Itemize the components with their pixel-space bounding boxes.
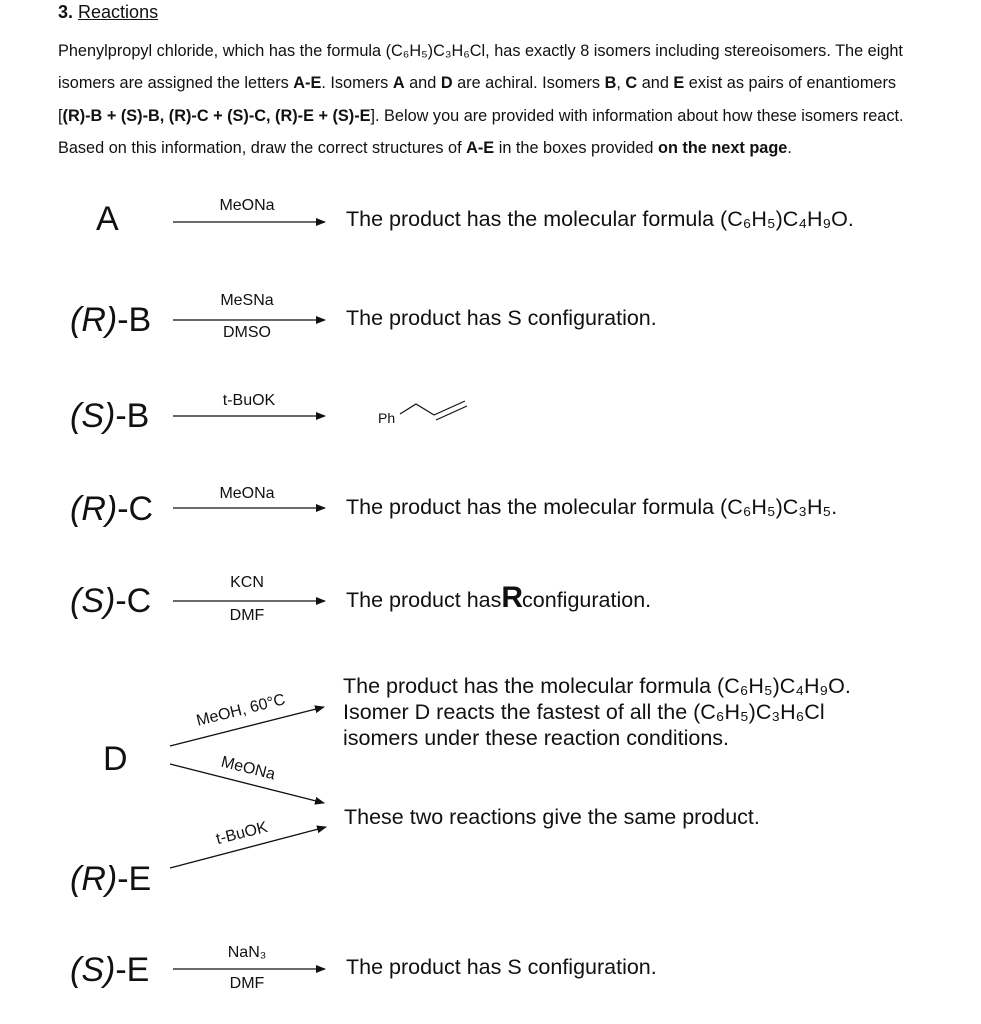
allylbenzene-double-bond: [436, 406, 467, 420]
product-rc: The product has the molecular formula (C₆H₅)C₃H₅.: [346, 495, 838, 519]
label-a: A: [96, 200, 119, 238]
intro-bold: A-E: [466, 138, 495, 157]
label-prefix: (R): [70, 490, 118, 528]
product-rb: The product has S configuration.: [346, 306, 657, 330]
section-number: 3.: [58, 2, 74, 22]
label-r-b: [70, 303, 151, 337]
intro-text: .: [787, 138, 792, 157]
reagent-e-up: t-BuOK: [214, 818, 270, 849]
intro-bold: E: [673, 74, 685, 93]
reagent-sc-top: KCN: [230, 574, 264, 591]
label-prefix: (S): [70, 397, 116, 435]
label-letter: -E: [115, 951, 150, 989]
allylbenzene-skeleton: [400, 401, 465, 415]
label-s-c: [70, 584, 151, 618]
intro-text: . Isomers: [321, 74, 393, 93]
label-d: D: [103, 740, 128, 778]
intro-text: ,: [616, 74, 626, 93]
label-prefix: (S): [70, 951, 116, 989]
reagent-d-down: MeONa: [219, 753, 277, 784]
label-letter: -C: [115, 582, 152, 620]
product-same: These two reactions give the same product.: [344, 805, 760, 829]
intro-bold: (R)-B + (S)-B, (R)-C + (S)-C, (R)-E + (S)-E: [62, 106, 371, 125]
label-s-b: [70, 399, 149, 433]
label-r-c: [70, 492, 153, 526]
reagent-d-up: MeOH, 60°C: [194, 691, 288, 730]
reagent-a: MeONa: [219, 197, 275, 214]
intro-bold: A-E: [293, 74, 322, 93]
intro-text: ]. Below you are provided with information about how these isomers react. Based on this information, draw the correct structures of: [58, 106, 904, 157]
reagent-sb: t-BuOK: [222, 392, 276, 409]
reagent-se-top: NaN₃: [227, 944, 267, 961]
intro-bold: on the next page: [658, 138, 788, 157]
label-letter: -B: [117, 301, 152, 339]
label-letter: -E: [117, 860, 152, 898]
reagent-rb-top: MeSNa: [220, 292, 274, 309]
product-d-line: isomers under these reaction conditions.: [343, 726, 730, 750]
label-s-e: [70, 953, 149, 987]
product-text: configuration.: [522, 588, 652, 612]
product-d-line: The product has the molecular formula (C₆H₅)C₄H₉O.: [343, 674, 851, 698]
intro-text: Phenylpropyl chloride, which has the formula (C₆H₅)C₃H₆Cl, has exactly 8 isomers including stereoisomers. The eight isomers are assigned the letters: [58, 42, 903, 93]
reagent-rc: MeONa: [219, 485, 275, 502]
label-prefix: (S): [70, 582, 116, 620]
intro-text: and: [637, 74, 674, 93]
product-text: The product has: [346, 588, 502, 612]
intro-text: are achiral. Isomers: [452, 74, 605, 93]
intro-bold: B: [604, 74, 617, 93]
label-prefix: (R): [70, 301, 118, 339]
intro-bold: C: [625, 74, 638, 93]
label-r-e: [70, 862, 151, 896]
label-letter: -C: [117, 490, 154, 528]
handwritten-r-icon: R: [501, 581, 523, 614]
reagent-sc-bottom: DMF: [229, 607, 265, 624]
intro-text: and: [404, 74, 441, 93]
product-a: The product has the molecular formula (C₆H₅)C₄H₉O.: [346, 207, 854, 231]
section-title: Reactions: [78, 2, 159, 22]
intro-bold: D: [440, 74, 453, 93]
label-letter: -B: [115, 397, 150, 435]
product-sc: [346, 581, 652, 614]
product-d: [343, 673, 851, 751]
intro-text: exist as pairs of enantiomers [: [58, 74, 897, 125]
label-prefix: (R): [70, 860, 118, 898]
intro-bold: A: [392, 74, 405, 93]
reagent-rb-bottom: DMSO: [223, 324, 271, 341]
intro-text: in the boxes provided: [494, 138, 658, 157]
product-d-line: Isomer D reacts the fastest of all the (C₆H₅)C₃H₆Cl: [343, 700, 825, 724]
product-sb-ph: Ph: [378, 410, 396, 426]
reagent-se-bottom: DMF: [229, 975, 265, 992]
product-se: The product has S configuration.: [346, 955, 657, 979]
